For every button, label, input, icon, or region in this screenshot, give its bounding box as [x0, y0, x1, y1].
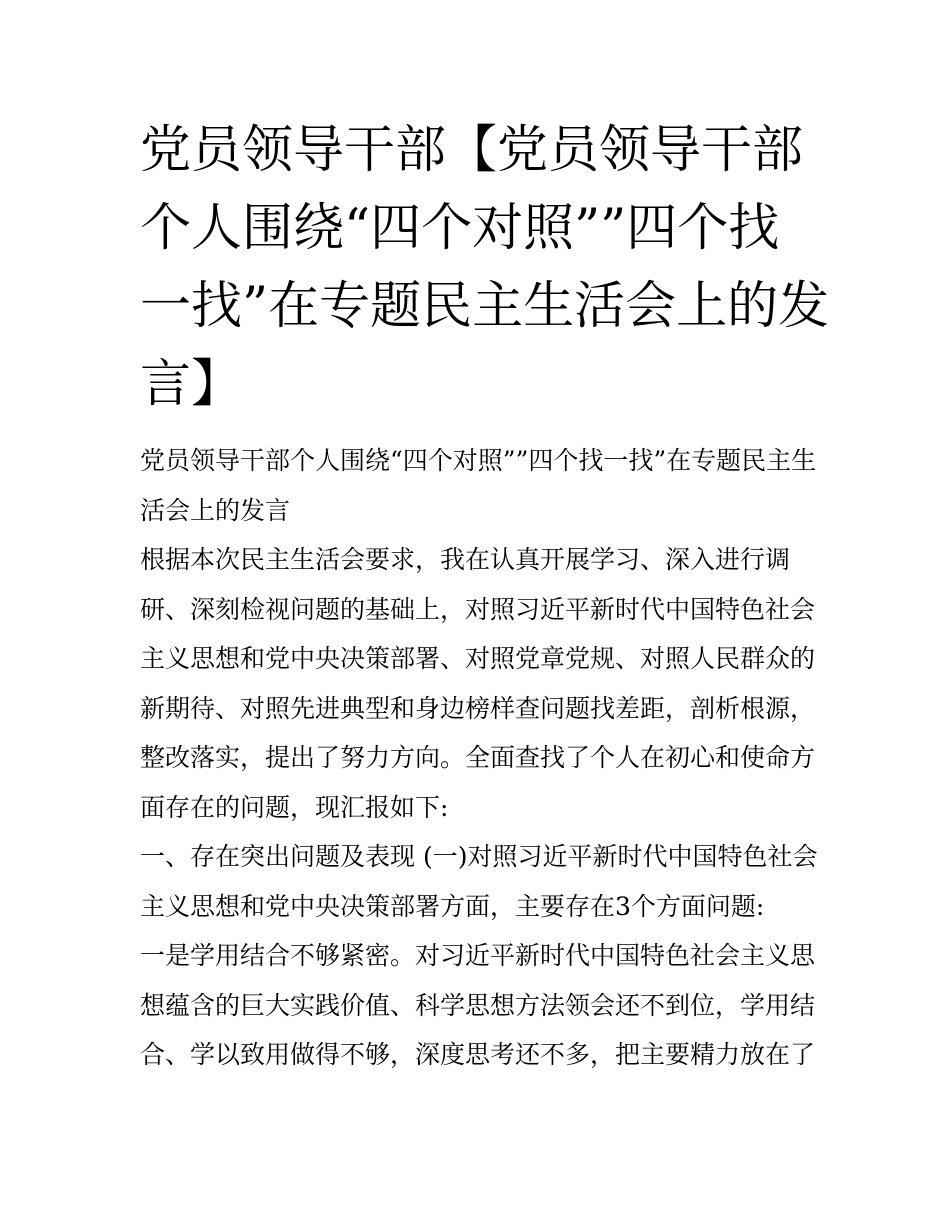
- section-heading-paragraph: 一、存在突出问题及表现 (一)对照习近平新时代中国特色社会主义思想和党中央决策部署方面，主要存在3个方面问题:: [140, 842, 818, 921]
- document-title: 党员领导干部【党员领导干部个人围绕“四个对照””四个找一找”在专题民主生活会上的发言】: [140, 121, 830, 414]
- document-body: [140, 436, 820, 1080]
- subtitle-paragraph: 党员领导干部个人围绕“四个对照””四个找一找”在专题民主生活会上的发言: [140, 446, 817, 525]
- intro-paragraph: 根据本次民主生活会要求，我在认真开展学习、深入进行调研、深刻检视问题的基础上，对照习近平新时代中国特色社会主义思想和党中央决策部署、对照党章党规、对照人民群众的新期待、对照先进典型和身边榜样查问题找差距，剖析根源，整改落实，提出了努力方向。全面查找了个人在初心和使命方面存在的问题，现汇报如下:: [140, 545, 816, 822]
- point-one-paragraph: 一是学用结合不够紧密。对习近平新时代中国特色社会主义思想蕴含的巨大实践价值、科学思想方法领会还不到位，学用结合、学以致用做得不够，深度思考还不多，把主要精力放在了: [140, 941, 816, 1069]
